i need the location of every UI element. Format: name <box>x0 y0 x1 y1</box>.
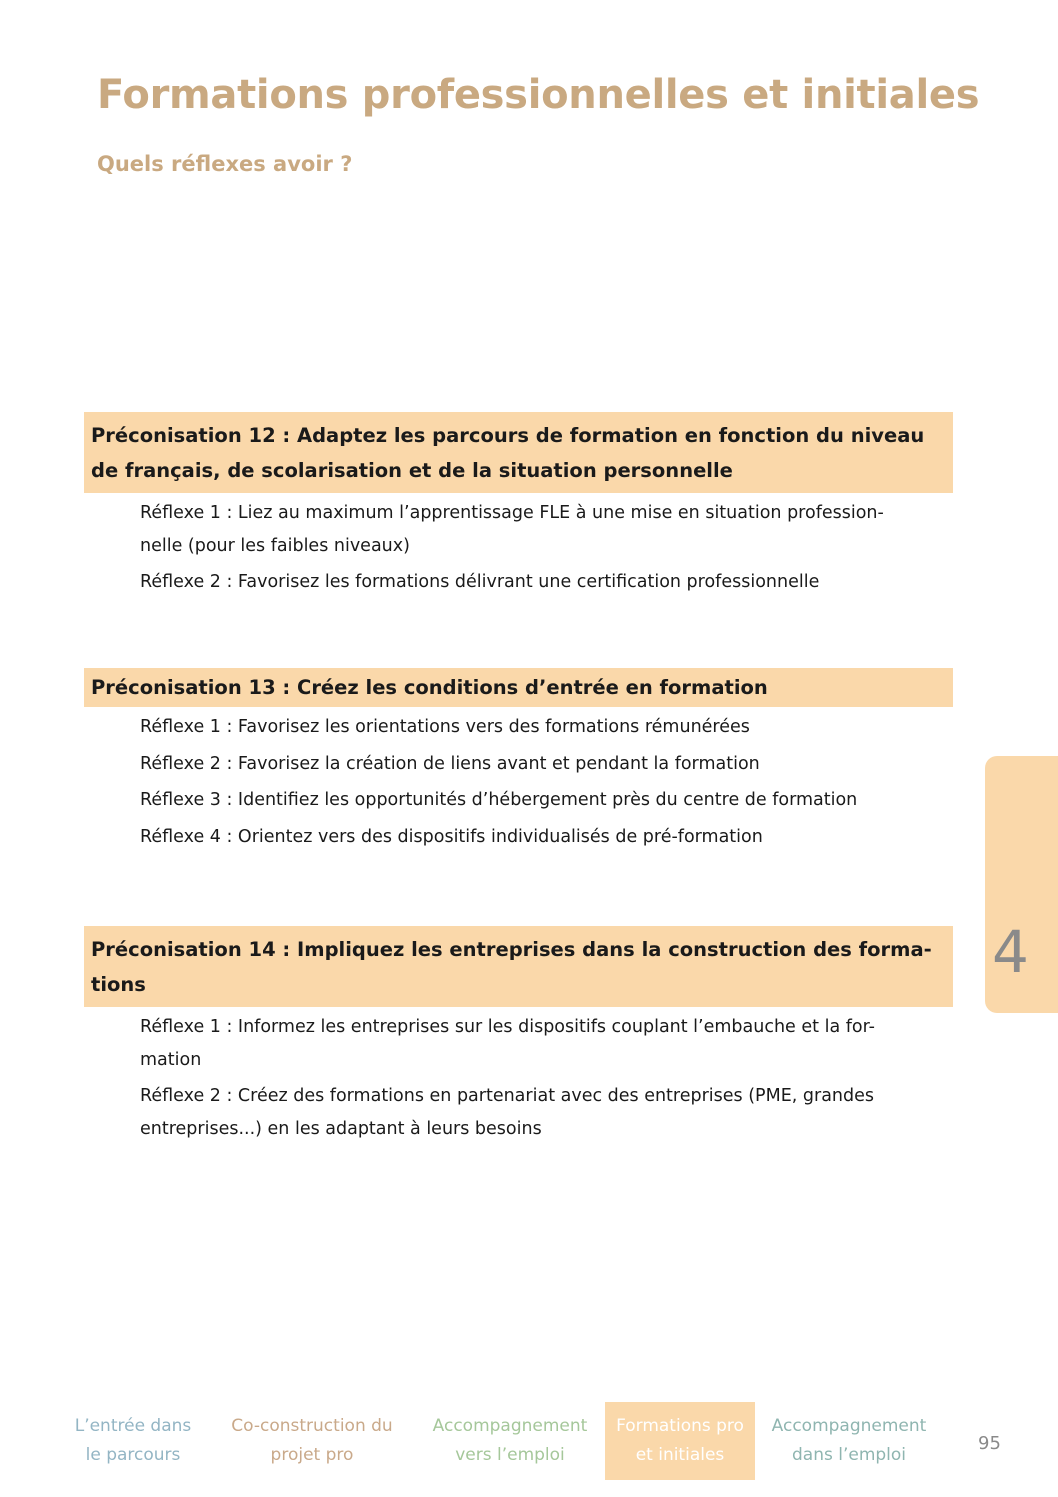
nav-item-accompagnement-vers-emploi[interactable]: Accompagnement vers l’emploi <box>432 1416 588 1465</box>
recommendation-13 <box>84 668 953 853</box>
footer-navigation <box>0 1402 1058 1482</box>
nav-item-formations[interactable]: Formations pro et initiales <box>605 1402 755 1480</box>
recommendation-14 <box>84 926 953 1145</box>
page-title: Formations professionnelles et initiales <box>97 72 980 118</box>
reflex-list <box>84 497 953 599</box>
nav-item-accompagnement-dans-emploi[interactable]: Accompagnement dans l’emploi <box>771 1416 927 1465</box>
nav-item-co-construction[interactable]: Co-construction du projet pro <box>231 1416 393 1465</box>
reflex-list <box>84 1011 953 1145</box>
page-number: 95 <box>978 1433 1001 1454</box>
reflex-item: Réflexe 2 : Favorisez la création de liens avant et pendant la formation <box>140 753 760 774</box>
chapter-number: 4 <box>992 918 1029 986</box>
reflex-item: Réflexe 3 : Identifiez les opportunités d’hébergement près du centre de formation <box>140 790 858 810</box>
page-subtitle: Quels réflexes avoir ? <box>97 152 353 176</box>
recommendation-title: Préconisation 12 : Adaptez les parcours de formation en fonction du niveau de français, de scolarisation et de la situation personnelle <box>84 412 953 493</box>
reflex-item: Réflexe 1 : Favorisez les orientations vers des formations rémunérées <box>140 717 750 737</box>
reflex-list <box>84 711 953 853</box>
recommendation-12 <box>84 412 953 599</box>
reflex-item: Réflexe 1 : Informez les entreprises sur les dispositifs couplant l’embauche et la for-mation <box>140 1017 875 1070</box>
reflex-item: Réflexe 2 : Favorisez les formations délivrant une certification professionnelle <box>140 572 820 592</box>
recommendation-title: Préconisation 14 : Impliquez les entreprises dans la construction des forma-tions <box>84 926 953 1007</box>
nav-item-entree-parcours[interactable]: L’entrée dans le parcours <box>74 1416 192 1465</box>
reflex-item: Réflexe 1 : Liez au maximum l’apprentissage FLE à une mise en situation profession-nelle (pour les faibles niveaux) <box>140 503 884 556</box>
reflex-item: Réflexe 4 : Orientez vers des dispositifs individualisés de pré-formation <box>140 826 763 847</box>
recommendation-title: Préconisation 13 : Créez les conditions d’entrée en formation <box>84 668 953 707</box>
reflex-item: Réflexe 2 : Créez des formations en partenariat avec des entreprises (PME, grandes entreprises...) en les adaptant à leurs besoins <box>140 1086 875 1139</box>
